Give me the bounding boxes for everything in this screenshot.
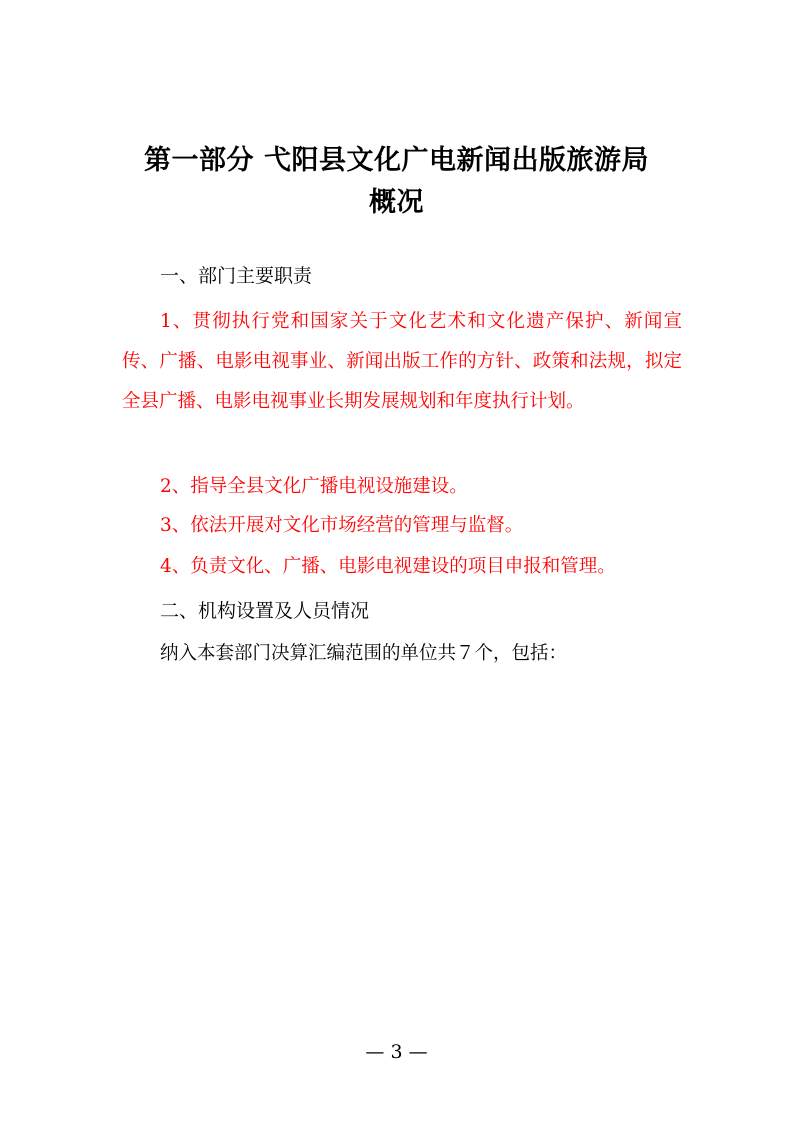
section-heading-duties: 一、部门主要职责 [160, 265, 313, 287]
duty-paragraph-3: 3、依法开展对文化市场经营的管理与监督。 [160, 515, 524, 536]
document-title-continued: 概况 [369, 187, 424, 218]
organization-paragraph: 纳入本套部门决算汇编范围的单位共７个，包括： [160, 643, 568, 664]
page-number: — 3 — [365, 1041, 428, 1063]
section-heading-organization: 二、机构设置及人员情况 [160, 600, 370, 622]
duty-paragraph-2: 2、指导全县文化广播电视设施建设。 [160, 476, 468, 497]
duty-paragraph-1: 1、贯彻执行党和国家关于文化艺术和文化遗产保护、新闻宣传、广播、电影电视事业、新闻出版工作的方针、政策和法规，拟定全县广播、电影电视事业长期发展规划和年度执行计划。 [122, 311, 682, 412]
duty-paragraph-4: 4、负责文化、广播、电影电视建设的项目申报和管理。 [160, 556, 616, 577]
document-title: 第一部分 弋阳县文化广电新闻出版旅游局 [144, 145, 649, 176]
